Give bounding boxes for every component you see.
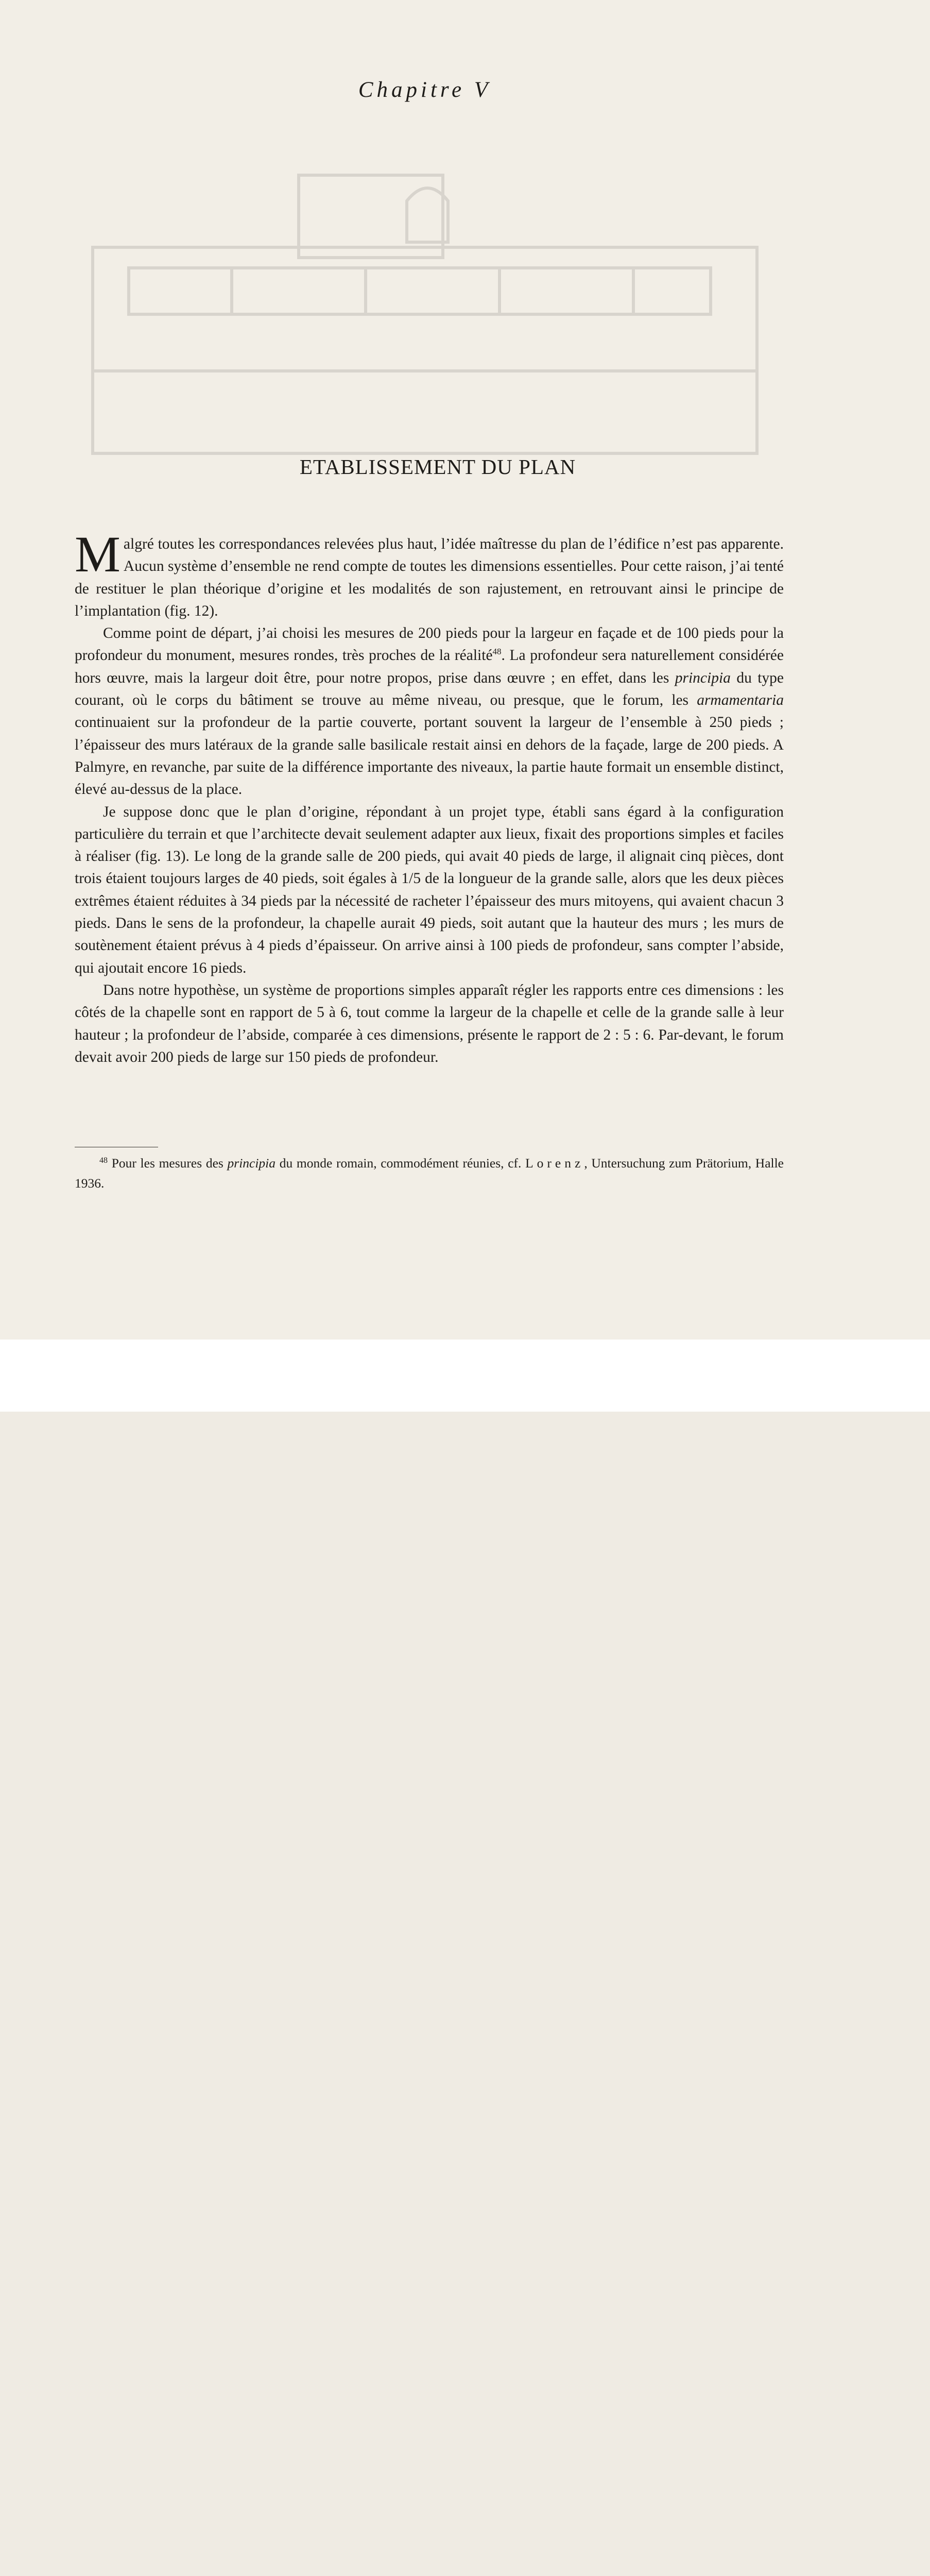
paragraph-2-part-b: . La profondeur sera naturellement considérée hors œuvre, mais la largeur doit être, pour notre propos, prise dans œuvre ; en effet, dans les <box>75 647 784 686</box>
footnote-part-c: , Untersuchung zum Prätorium, Halle 1936. <box>75 1156 784 1191</box>
footnote-author: Lorenz <box>525 1156 584 1171</box>
digitization-footer <box>0 1340 930 1412</box>
footnote-reference: 48 <box>492 647 502 657</box>
footnote-part-a: Pour les mesures des <box>108 1156 228 1171</box>
footnote <box>75 1150 784 1193</box>
body-text <box>75 526 784 1069</box>
italic-term-principia: principia <box>675 669 731 686</box>
footnote-italic-principia: principia <box>227 1156 276 1171</box>
paragraph-2 <box>75 622 784 801</box>
chapter-heading: Chapitre V <box>358 78 492 102</box>
drop-cap-initial: M <box>75 526 120 583</box>
paragraph-4: Dans notre hypothèse, un système de proportions simples apparaît régler les rapports entre ces dimensions : les côtés de la chapelle sont en rapport de 5 à 6, tout comme la largeur de la chapelle et celle de la grande salle à leur hauteur ; la profondeur de l’abside, comparée à ces dimensions, présente le rapport de 2 : 5 : 6. Par-devant, le forum devait avoir 200 pieds de large sur 150 pieds de profondeur. <box>75 981 784 1065</box>
paragraph-2-part-c: du type courant, où le corps du bâtiment se trouve au même niveau, ou presque, que le forum, les <box>75 669 784 709</box>
paragraph-2-part-d: continuaient sur la profondeur de la partie couverte, portant souvent la largeur de l’ensemble à 250 pieds ; l’épaisseur des murs latéraux de la grande salle basilicale restait ainsi en dehors de la façade, large de 200 pieds. A Palmyre, en revanche, par suite de la différence importante des niveaux, la partie haute formait un ensemble distinct, élevé au-dessus de la place. <box>75 714 784 798</box>
paragraph-3: Je suppose donc que le plan d’origine, répondant à un projet type, établi sans égard à la configuration particulière du terrain et que l’architecte devait seulement adapter aux lieux, fixait des proportions simples et faciles à réaliser (fig. 13). Le long de la grande salle de 200 pieds, qui avait 40 pieds de large, il alignait cinq pièces, dont trois étaient toujours larges de 40 pieds, soit égales à 1/5 de la longueur de la grande salle, alors que les deux pièces extrêmes étaient réduites à 34 pieds par la nécessité de racheter l’épaisseur des murs mitoyens, qui avaient chacun 3 pieds. Dans le sens de la profondeur, la chapelle aurait 49 pieds, soit autant que la hauteur des murs ; les murs de soutènement étaient prévus à 4 pieds d’épaisseur. On arrive ainsi à 100 pieds de profondeur, sans compter l’abside, qui ajoutait encore 16 pieds. <box>75 803 784 976</box>
footnote-number: 48 <box>99 1156 108 1165</box>
italic-term-armamentaria: armamentaria <box>697 692 784 709</box>
section-title: ETABLISSEMENT DU PLAN <box>299 455 576 479</box>
paragraph-2-part-a: Comme point de départ, j’ai choisi les mesures de 200 pieds pour la largeur en façade et de 100 pieds pour la profondeur du monument, mesures rondes, très proches de la réalité <box>75 625 784 664</box>
footnote-part-b: du monde romain, commodément réunies, cf. <box>275 1156 526 1171</box>
paragraph-1-text: algré toutes les correspondances relevées plus haut, l’idée maîtresse du plan de l’édifice n’est pas apparente. Aucun système d’ensemble ne rend compte de toutes les dimensions essentielles. Pour cette raison, j’ai tenté de restituer le plan théorique d’origine et les modalités de son rajustement, en retrouvant ainsi le principe de l’implantation (fig. 12). <box>75 536 784 619</box>
paragraph-1 <box>75 526 784 622</box>
